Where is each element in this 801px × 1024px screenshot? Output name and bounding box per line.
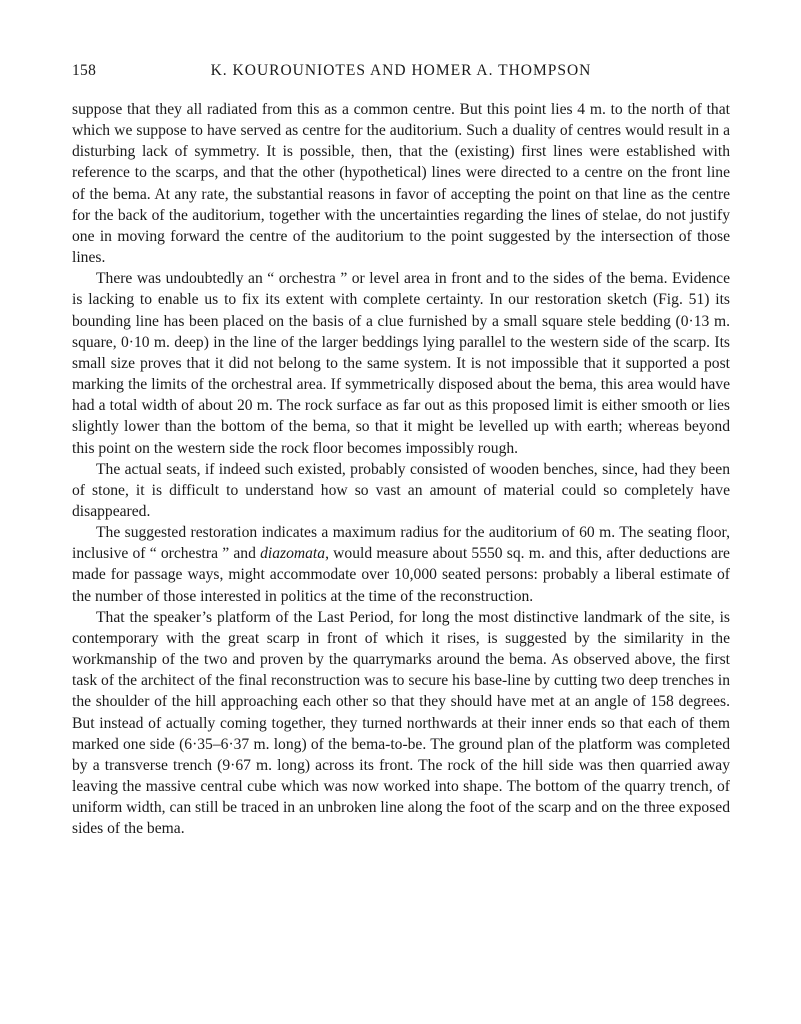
paragraph-5: That the speaker’s platform of the Last Period, for long the most distinctive landmark of the site, is contemporary with the great scarp in front of which it rises, is suggested by the similarity in the workmanship of the two and proven by the quarrymarks around the bema. As observed above, the first task of the architect of the final reconstruction was to secure his base-line by cutting two deep trenches in the shoulder of the hill approaching each other so that they should have met at an angle of 158 degrees. But instead of actually coming together, they turned northwards at their inner ends so that each of them marked one side (6·35–6·37 m. long) of the bema-to-be. The ground plan of the platform was completed by a transverse trench (9·67 m. long) across its front. The rock of the hill side was then quarried away leaving the massive central cube which was now worked into shape. The bottom of the quarry trench, of uniform width, can still be traced in an unbroken line along the foot of the scarp and on the three exposed sides of the bema. xyxy=(72,608,730,838)
page-header xyxy=(72,62,730,84)
paragraph-4-italic-term: diazomata xyxy=(260,545,326,563)
paragraph-4 xyxy=(72,522,730,607)
paragraph-4-text-before: The suggested restoration indicates a maximum radius for the auditorium of 60 m. The seating floor, inclusive of “ orchestra ” and xyxy=(72,524,730,563)
paragraph-1: suppose that they all radiated from this as a common centre. But this point lies 4 m. to the north of that which we suppose to have served as centre for the auditorium. Such a duality of centres would result in a disturbing lack of symmetry. It is possible, then, that the (existing) first lines were established with reference to the scarps, and that the other (hypothetical) lines were directed to a centre on the front line of the bema. At any rate, the substantial reasons in favor of accepting the point on that line as the centre for the back of the auditorium, together with the uncertainties regarding the lines of stelae, do not justify one in moving forward the centre of the auditorium to the point suggested by the intersection of those lines. xyxy=(72,101,730,267)
paragraph-2: There was undoubtedly an “ orchestra ” or level area in front and to the sides of the bema. Evidence is lacking to enable us to fix its extent with complete certainty. In our restoration sketch (Fig. 51) its bounding line has been placed on the basis of a clue furnished by a small square stele bedding (0·13 m. square, 0·10 m. deep) in the line of the larger beddings lying parallel to the western side of the scarp. Its small size proves that it did not belong to the same system. It is not impossible that it supported a post marking the limits of the orchestral area. If symmetrically disposed about the bema, this area would have had a total width of about 20 m. The rock surface as far out as this proposed limit is either smooth or lies slightly lower than the bottom of the bema, so that it might be levelled up with earth; whereas beyond this point on the western side the rock floor becomes impossibly rough. xyxy=(72,270,730,457)
paragraph-3: The actual seats, if indeed such existed, probably consisted of wooden benches, since, had they been of stone, it is difficult to understand how so vast an amount of material could so completely have disappeared. xyxy=(72,460,730,520)
page-number: 158 xyxy=(72,62,97,79)
body-text xyxy=(72,99,730,839)
running-head: K. KOUROUNIOTES AND HOMER A. THOMPSON xyxy=(210,62,592,79)
paragraph-4-text-after: , would measure about 5550 sq. m. and this, after deductions are made for passage ways, might accommodate over 10,000 seated persons: probably a liberal estimate of the number of those interested in politics at the time of the reconstruction. xyxy=(72,545,730,605)
